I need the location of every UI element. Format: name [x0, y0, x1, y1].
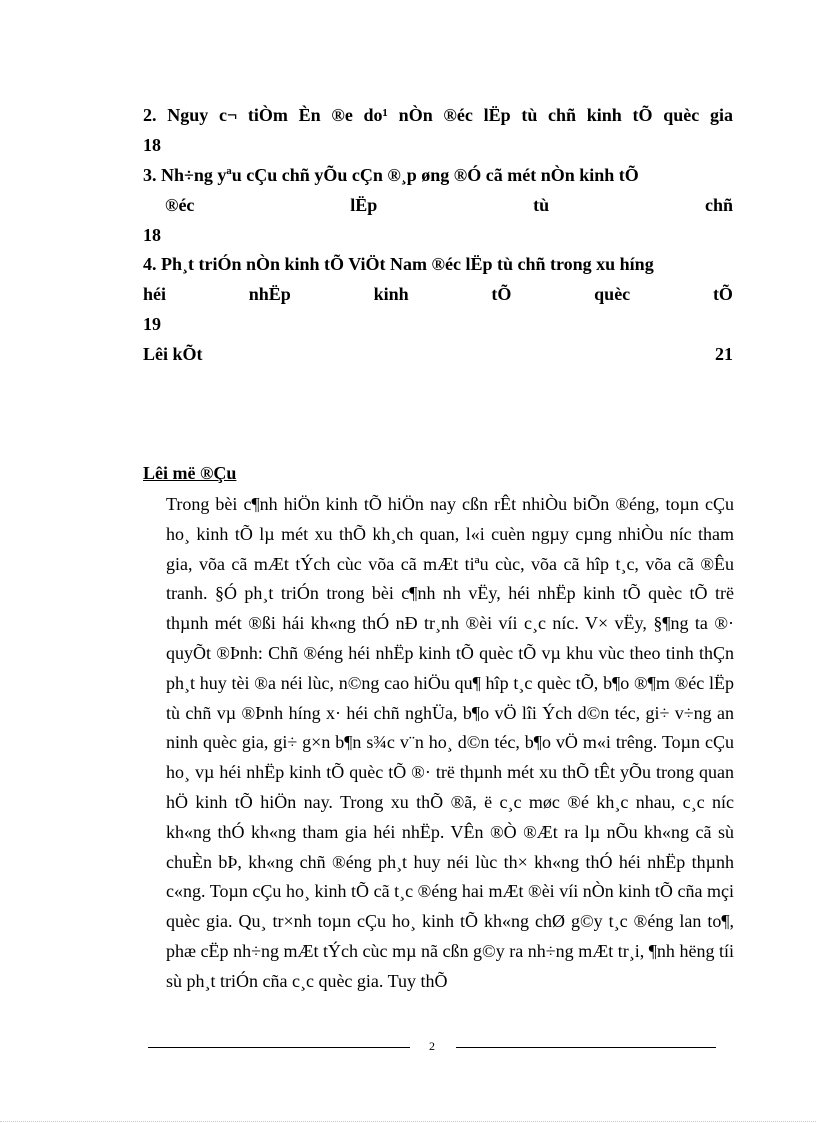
footer-rule-left [148, 1047, 410, 1048]
toc-item-4-page: 19 [143, 314, 161, 334]
toc-item-2-title: 2. Nguy c¬ tiÒm Èn ®e do¹ nÒn ®éc lËp tù chñ kinh tÕ quèc gia [143, 105, 733, 125]
toc-item-4-word: tÕ [491, 284, 512, 304]
toc-item-2-page: 18 [143, 135, 161, 155]
toc-item-4-word: quèc [594, 284, 631, 304]
page-number: 2 [429, 1039, 435, 1053]
toc-item-3-word: lËp [350, 195, 378, 215]
intro-paragraph: Trong bèi c¶nh hiÖn kinh tÕ hiÖn nay cßn rÊt nhiÒu biÕn ®éng, toµn cÇu ho¸ kinh tÕ lµ mét xu thÕ kh¸ch quan, l«i cuèn ngµy cµng nhiÒu níc tham gia, võa cã mÆt tÝch cùc võa cã mÆt tiªu cùc, võa cã hîp t¸c, võa cã ®Êu tranh. §Ó ph¸t triÓn trong bèi c¶nh nh vËy, héi nhËp kinh tÕ quèc tÕ trë thµnh mét ®ßi hái kh«ng thÓ nÐ tr¸nh ®èi víi c¸c níc. V× vËy, §¶ng ta ®· quyÕt ®Þnh: Chñ ®éng héi nhËp kinh tÕ quèc tÕ vµ khu vùc theo tinh thÇn ph¸t huy tèi ®a néi lùc, n©ng cao hiÖu qu¶ hîp t¸c quèc tÕ, b¶o ®¶m ®éc lËp tù chñ vµ ®Þnh híng x· héi chñ nghÜa, b¶o vÖ lîi Ých d©n téc, gi÷ v÷ng an ninh quèc gia, gi÷ g×n b¶n s¾c v¨n ho¸ d©n téc, b¶o vÖ m«i trêng. Toµn cÇu ho¸ vµ héi nhËp kinh tÕ quèc tÕ ®· trë thµnh mét xu thÕ tÊt yÕu trong quan hÖ kinh tÕ hiÖn nay. Trong xu thÕ ®ã, ë c¸c møc ®é kh¸c nhau, c¸c níc kh«ng thÓ kh«ng tham gia héi nhËp. VÊn ®Ò ®Æt ra lµ nÕu kh«ng cã sù chuÈn bÞ, kh«ng chñ ®éng ph¸t huy néi lùc th× kh«ng thÓ héi nhËp thµnh c«ng. Toµn cÇu ho¸ kinh tÕ cã t¸c ®éng hai mÆt ®èi víi nÒn kinh tÕ cña mçi quèc gia. Qu¸ tr×nh toµn cÇu ho¸ kinh tÕ kh«ng chØ g©y t¸c ®éng lan to¶, phæ cËp nh÷ng mÆt tÝch cùc mµ nã cßn g©y ra nh÷ng mÆt tr¸i, ¶nh hëng tíi sù ph¸t triÓn cña c¸c quèc gia. Tuy thÕ [166, 494, 734, 991]
toc-item-3-word: tù [533, 195, 550, 215]
toc-conclusion-row [143, 343, 733, 365]
toc-conclusion-page: 21 [715, 344, 733, 364]
toc-item-3-word: ®éc [165, 195, 195, 215]
toc-item-4-word: nhËp [248, 284, 291, 304]
toc-item-3-continuation [165, 194, 733, 216]
toc-conclusion-title: Lêi kÕt [143, 344, 203, 364]
section-heading: Lêi më ®Çu [143, 463, 237, 483]
toc-item-3-title: 3. Nh÷ng yªu cÇu chñ yÕu cÇn ®¸p øng ®Ó cã mét nÒn kinh tÕ [143, 165, 639, 185]
toc-item-3-page: 18 [143, 225, 161, 245]
toc-item-4-word: héi [143, 284, 167, 304]
page-edge-divider [0, 1121, 816, 1122]
toc-item-4-continuation [143, 283, 733, 305]
toc-item-4-word: kinh [373, 284, 409, 304]
toc-item-3-word: chñ [704, 195, 733, 215]
footer-rule-right [456, 1047, 716, 1048]
toc-item-4-word: tÕ [712, 284, 733, 304]
toc-item-4-title: 4. Ph¸t triÓn nÒn kinh tÕ ViÖt Nam ®éc lËp tù chñ trong xu híng [143, 254, 654, 274]
